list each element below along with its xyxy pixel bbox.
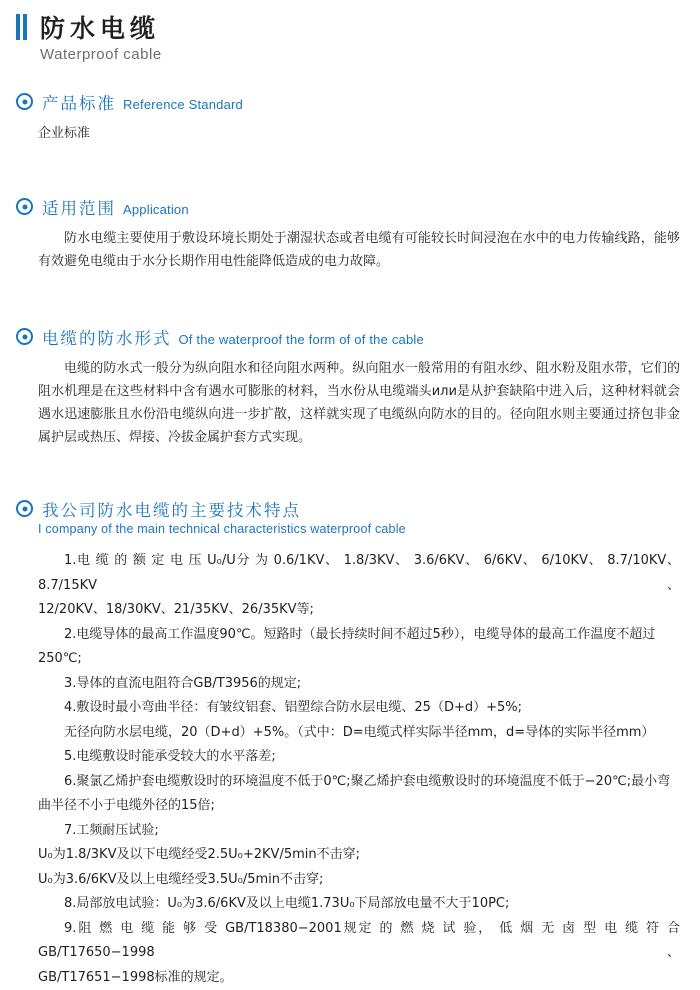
list-item: 8.局部放电试验：U₀为3.6/6KV及以上电缆1.73U₀下局部放电量不大于10PC;	[38, 892, 680, 917]
list-item: 9.阻 燃 电 缆 能 够 受 GB/T18380−2001规定 的 燃 烧 试 验， 低 烟 无 卤 型 电 缆 符 合 GB/T17650−1998、	[38, 917, 680, 966]
page-subtitle: Waterproof cable	[40, 45, 700, 65]
list-item: 曲半径不小于电缆外径的15倍;	[38, 794, 680, 819]
section-tech-features	[16, 497, 680, 990]
section-title-cn: 适用范围	[42, 195, 116, 219]
section-body	[38, 357, 680, 449]
list-item: 3.导体的直流电阻符合GB/T3956的规定;	[38, 672, 680, 697]
header-accent-bars-icon	[16, 14, 32, 40]
section-heading	[16, 325, 680, 349]
section-title-en: Application	[123, 202, 189, 217]
list-item: U₀为3.6/6KV及以上电缆经受3.5U₀/5min不击穿;	[38, 868, 680, 893]
list-item: U₀为1.8/3KV及以下电缆经受2.5U₀+2KV/5min不击穿;	[38, 843, 680, 868]
list-item: GB/T17651−1998标准的规定。	[38, 966, 680, 990]
tech-feature-list	[38, 549, 680, 990]
section-reference-standard	[16, 90, 680, 145]
page-header	[16, 0, 700, 62]
bullet-circle-icon	[16, 93, 33, 110]
section-title-en: Reference Standard	[123, 97, 243, 112]
list-item: 无径向防水层电缆，20（D+d）+5%。（式中：D=电缆式样实际半径mm，d=导体的实际半径mm）	[38, 721, 680, 746]
section-body	[38, 122, 680, 145]
list-item: 250℃;	[38, 647, 680, 672]
bullet-circle-icon	[16, 500, 33, 517]
bullet-circle-icon	[16, 328, 33, 345]
section-title-cn: 产品标准	[42, 90, 116, 114]
list-item: 5.电缆敷设时能承受较大的水平落差;	[38, 745, 680, 770]
list-item: 12/20KV、18/30KV、21/35KV、26/35KV等;	[38, 598, 680, 623]
list-item: 2.电缆导体的最高工作温度90℃。短路时（最长持续时间不超过5秒），电缆导体的最高工作温度不超过	[38, 623, 680, 648]
section-body	[38, 227, 680, 273]
section-application	[16, 195, 680, 273]
page-title: 防水电缆	[40, 14, 700, 44]
section-paragraph: 防水电缆主要使用于敷设环境长期处于潮湿状态或者电缆有可能较长时间浸泡在水中的电力传输线路，能够有效避免电缆由于水分长期作用电性能降低造成的电力故障。	[38, 227, 680, 273]
section-heading	[16, 195, 680, 219]
list-item: 1.电 缆 的 额 定 电 压 U₀/U分 为 0.6/1KV、 1.8/3KV、 3.6/6KV、 6/6KV、 6/10KV、 8.7/10KV、 8.7/15KV、	[38, 549, 680, 598]
section-heading	[16, 497, 680, 521]
section-title-en: Of the waterproof the form of of the cable	[179, 332, 424, 347]
section-heading	[16, 90, 680, 114]
section-title-en: I company of the main technical characteristics waterproof cable	[38, 522, 680, 536]
section-title-cn: 我公司防水电缆的主要技术特点	[42, 497, 301, 521]
list-item: 6.聚氯乙烯护套电缆敷设时的环境温度不低于0℃;聚乙烯护套电缆敷设时的环境温度不低于−20℃;最小弯	[38, 770, 680, 795]
list-item: 7.工频耐压试验;	[38, 819, 680, 844]
section-title-cn: 电缆的防水形式	[42, 325, 172, 349]
section-waterproof-form	[16, 325, 680, 449]
header-text-block	[40, 14, 700, 65]
section-paragraph: 企业标准	[38, 122, 680, 145]
bullet-circle-icon	[16, 198, 33, 215]
list-item: 4.敷设时最小弯曲半径：有皱纹铝套、铝塑综合防水层电缆、25（D+d）+5%;	[38, 696, 680, 721]
section-paragraph: 电缆的防水式一般分为纵向阻水和径向阻水两种。纵向阻水一般常用的有阻水纱、阻水粉及阻水带，它们的阻水机理是在这些材料中含有遇水可膨胀的材料，当水份从电缆端头или是从护套缺陷中进入后，这种材料就会遇水迅速膨胀且水份沿电缆纵向进一步扩散，这样就实现了电缆纵向防水的目的。径向阻水则主要通过挤包非金属护层或热压、焊接、冷拔金属护套方式实现。	[38, 357, 680, 449]
